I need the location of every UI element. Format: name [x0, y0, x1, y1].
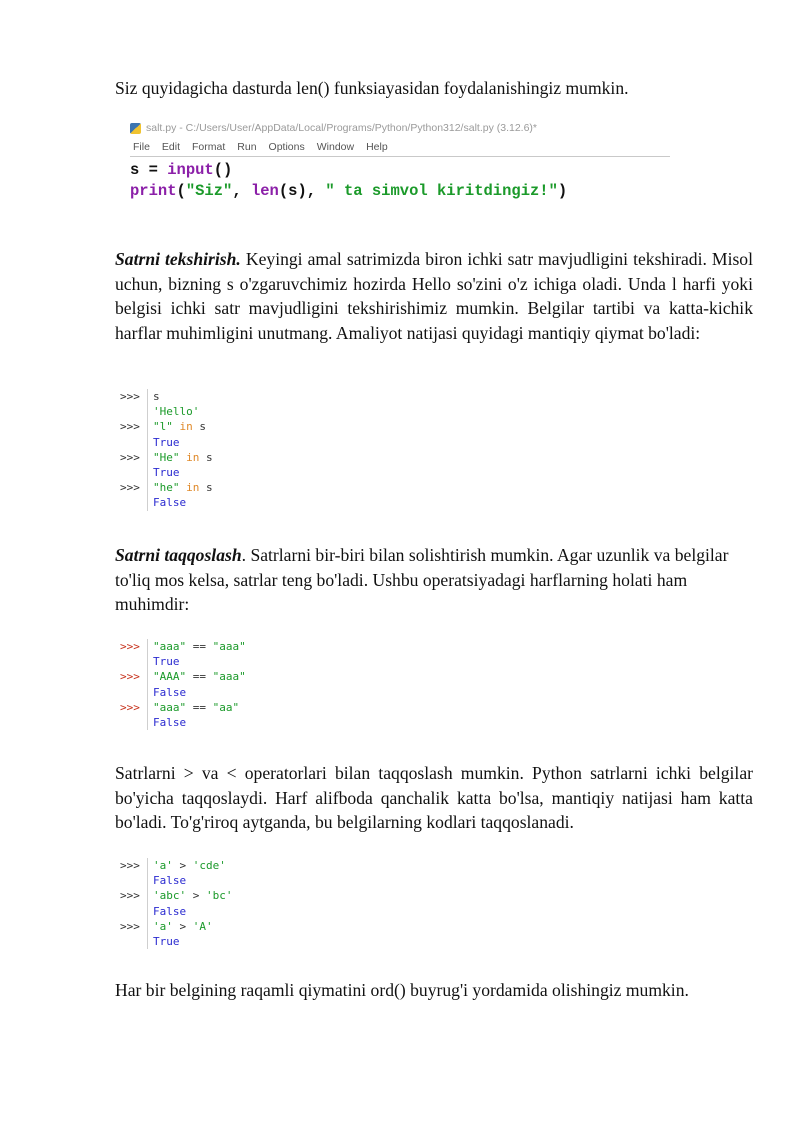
section3-paragraph: Satrlarni > va < operatorlari bilan taqqoslash mumkin. Python satrlarni ichki belgilar bo'yicha taqqoslaydi. Harf alifboda qanchalik katta bo'lsa, mantiqiy natijasi ham katta bo'ladi. To'g'riroq aytganda, bu belgilarning kodlari taqqoslanadi.	[115, 763, 753, 833]
shell-input-line	[153, 389, 213, 404]
code-line-1: s = input()	[130, 161, 233, 179]
shell-token: >	[186, 889, 206, 903]
shell-lines	[153, 858, 233, 949]
editor-code[interactable]	[130, 157, 670, 202]
shell-token: "aaa"	[153, 700, 187, 714]
menu-edit[interactable]: Edit	[161, 141, 181, 153]
shell-token: 'A'	[192, 919, 213, 933]
shell-prompt-blank	[120, 404, 147, 419]
shell-lines	[153, 639, 246, 730]
shell-token: "AAA"	[153, 670, 187, 684]
shell-prompt: >>>	[120, 640, 140, 653]
shell-input-line	[153, 700, 246, 715]
shell-output-line	[153, 685, 246, 700]
shell-token: 'cde'	[192, 859, 226, 872]
shell-output-line	[153, 404, 213, 419]
shell-prompt: >>>	[120, 670, 140, 684]
shell-output-line	[153, 654, 246, 669]
shell-token: 'bc'	[206, 889, 233, 903]
idle-editor-screenshot	[130, 118, 670, 204]
shell-token: s	[206, 481, 213, 495]
section2-text: . Satrlarni bir-biri bilan solishtirish mumkin. Agar uzunlik va belgilar to'liq mos kelsa, satrlar teng bo'ladi. Ushbu operatsiyadagi harflarning holati ham muhimdir:	[115, 545, 729, 615]
shell-output-line	[153, 465, 213, 480]
shell-separator	[147, 858, 148, 949]
python-icon	[130, 123, 141, 134]
shell-token: "l"	[153, 420, 173, 434]
shell-token: ==	[186, 640, 213, 653]
shell-prompt-blank	[120, 465, 147, 480]
shell-token: False	[153, 904, 187, 918]
menu-file[interactable]: File	[133, 141, 150, 153]
editor-menubar	[130, 138, 670, 157]
shell-token: >	[172, 919, 193, 933]
shell-token: s	[206, 450, 213, 464]
outro-paragraph: Har bir belgining raqamli qiymatini ord() buyrug'i yordamida olishingiz mumkin.	[115, 980, 689, 1000]
shell-token: "aa"	[212, 700, 240, 714]
shell-input-line	[153, 480, 213, 495]
shell-gutter	[120, 639, 147, 730]
menu-format[interactable]: Format	[192, 141, 226, 153]
shell-prompt: >>>	[120, 450, 140, 464]
shell-token: 'Hello'	[153, 405, 200, 419]
shell-prompt: >>>	[120, 919, 140, 933]
shell-token: True	[153, 935, 180, 949]
section1-text: Keyingi amal satrimizda biron ichki satr mavjudligini tekshiradi. Misol uchun, bizning s o'zgaruvchimiz hozirda Hello so'zini o'z ichiga oladi. Unda l harfi yoki belgisi ichki satr mavjudligini tekshirishimiz mumkin. Belgilar tartibi va katta-kichik harflar muhimligini unutmang. Amaliyot natijasi quyidagi mantiqiy qiymat bo'ladi:	[115, 249, 753, 343]
menu-run[interactable]: Run	[237, 141, 257, 153]
shell-prompt: >>>	[120, 859, 140, 872]
shell-prompt: >>>	[120, 889, 140, 903]
shell-token: 'abc'	[153, 889, 187, 903]
shell-token: >	[172, 859, 193, 872]
shell-input-line	[153, 419, 213, 434]
shell-prompt: >>>	[120, 481, 140, 495]
shell-token: ==	[186, 700, 213, 714]
shell-token: False	[153, 874, 187, 888]
shell-token: "He"	[153, 450, 180, 464]
shell-prompt: >>>	[120, 420, 140, 434]
shell-token: "aaa"	[212, 640, 246, 653]
shell-prompt: >>>	[120, 700, 140, 714]
shell-token: False	[153, 496, 187, 510]
shell-token: False	[153, 685, 187, 699]
section1-title: Satrni tekshirish.	[115, 249, 241, 269]
shell-snippet-2[interactable]	[120, 639, 246, 730]
shell-prompt-blank	[120, 654, 147, 669]
shell-input-line	[153, 450, 213, 465]
shell-token: False	[153, 716, 187, 730]
shell-snippet-3[interactable]	[120, 858, 233, 949]
shell-output-line	[153, 715, 246, 730]
shell-prompt-blank	[120, 904, 147, 919]
shell-token: True	[153, 435, 180, 449]
menu-window[interactable]: Window	[316, 141, 355, 153]
shell-token: True	[153, 466, 180, 480]
shell-prompt: >>>	[120, 390, 140, 403]
shell-token: 'a'	[153, 919, 173, 933]
shell-token: 'a'	[153, 859, 173, 872]
shell-separator	[147, 639, 148, 730]
shell-token: in	[172, 420, 200, 434]
shell-token: "aaa"	[212, 670, 246, 684]
shell-snippet-1[interactable]	[120, 389, 213, 511]
section2-paragraph	[115, 543, 753, 617]
shell-token: s	[153, 390, 160, 403]
shell-input-line	[153, 858, 233, 873]
shell-separator	[147, 389, 148, 511]
shell-gutter	[120, 389, 147, 511]
shell-output-line	[153, 934, 233, 949]
shell-token: True	[153, 655, 180, 669]
menu-options[interactable]: Options	[268, 141, 305, 153]
shell-output-line	[153, 873, 233, 888]
shell-input-line	[153, 639, 246, 654]
shell-prompt-blank	[120, 685, 147, 700]
code-line-2: print("Siz", len(s), " ta simvol kiritdingiz!")	[130, 182, 568, 200]
shell-input-line	[153, 888, 233, 903]
shell-output-line	[153, 904, 233, 919]
shell-token: ==	[186, 670, 213, 684]
menu-help[interactable]: Help	[366, 141, 388, 153]
shell-output-line	[153, 435, 213, 450]
shell-prompt-blank	[120, 435, 147, 450]
shell-prompt-blank	[120, 495, 147, 510]
section2-title: Satrni taqqoslash	[115, 545, 242, 565]
shell-input-line	[153, 919, 233, 934]
editor-title: salt.py - C:/Users/User/AppData/Local/Programs/Python/Python312/salt.py (3.12.6)*	[146, 122, 538, 134]
shell-input-line	[153, 669, 246, 684]
shell-token: s	[199, 420, 206, 434]
intro-paragraph: Siz quyidagicha dasturda len() funksiayasidan foydalanishingiz mumkin.	[115, 78, 629, 98]
shell-token: in	[179, 450, 206, 464]
shell-gutter	[120, 858, 147, 949]
shell-prompt-blank	[120, 873, 147, 888]
shell-output-line	[153, 495, 213, 510]
shell-token: "aaa"	[153, 640, 187, 653]
shell-prompt-blank	[120, 934, 147, 949]
editor-titlebar	[130, 118, 670, 138]
shell-token: in	[179, 481, 206, 495]
shell-prompt-blank	[120, 715, 147, 730]
section1-paragraph	[115, 247, 753, 345]
shell-lines	[153, 389, 213, 511]
shell-token: "he"	[153, 481, 180, 495]
